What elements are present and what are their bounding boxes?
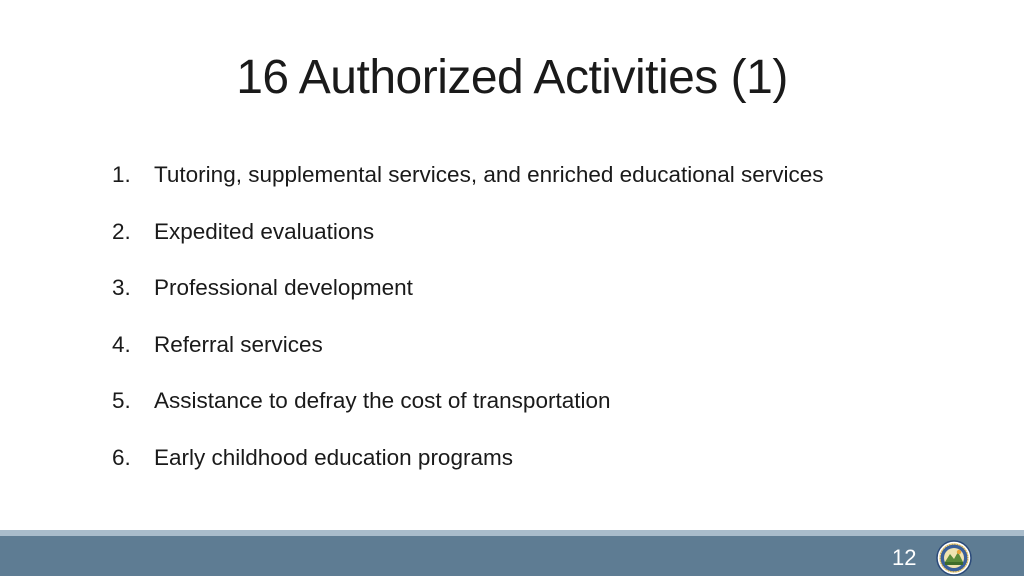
department-seal-icon: [936, 540, 972, 576]
list-item-number: 6.: [112, 444, 131, 470]
activities-list: [112, 160, 824, 499]
list-item-number: 3.: [112, 275, 131, 300]
list-item-number: 4.: [112, 331, 131, 357]
list-item-text: Professional development: [154, 275, 413, 300]
list-item: [112, 330, 824, 387]
list-item-number: 1.: [112, 162, 131, 187]
list-item: [112, 217, 824, 274]
list-item-text: Early childhood education programs: [154, 444, 513, 470]
slide-title: 16 Authorized Activities (1): [236, 51, 788, 104]
list-item-number: 5.: [112, 388, 131, 413]
footer-bar: [0, 536, 1024, 576]
list-item: [112, 273, 824, 330]
list-item-number: 2.: [112, 218, 131, 244]
list-item: [112, 443, 824, 500]
list-item-text: Assistance to defray the cost of transportation: [154, 388, 611, 413]
list-item-text: Expedited evaluations: [154, 218, 375, 244]
list-item: [112, 386, 824, 443]
list-item-text: Referral services: [154, 331, 323, 357]
page-number: 12: [892, 545, 917, 570]
list-item-text: Tutoring, supplemental services, and enriched educational services: [154, 162, 824, 187]
list-item: [112, 160, 824, 217]
